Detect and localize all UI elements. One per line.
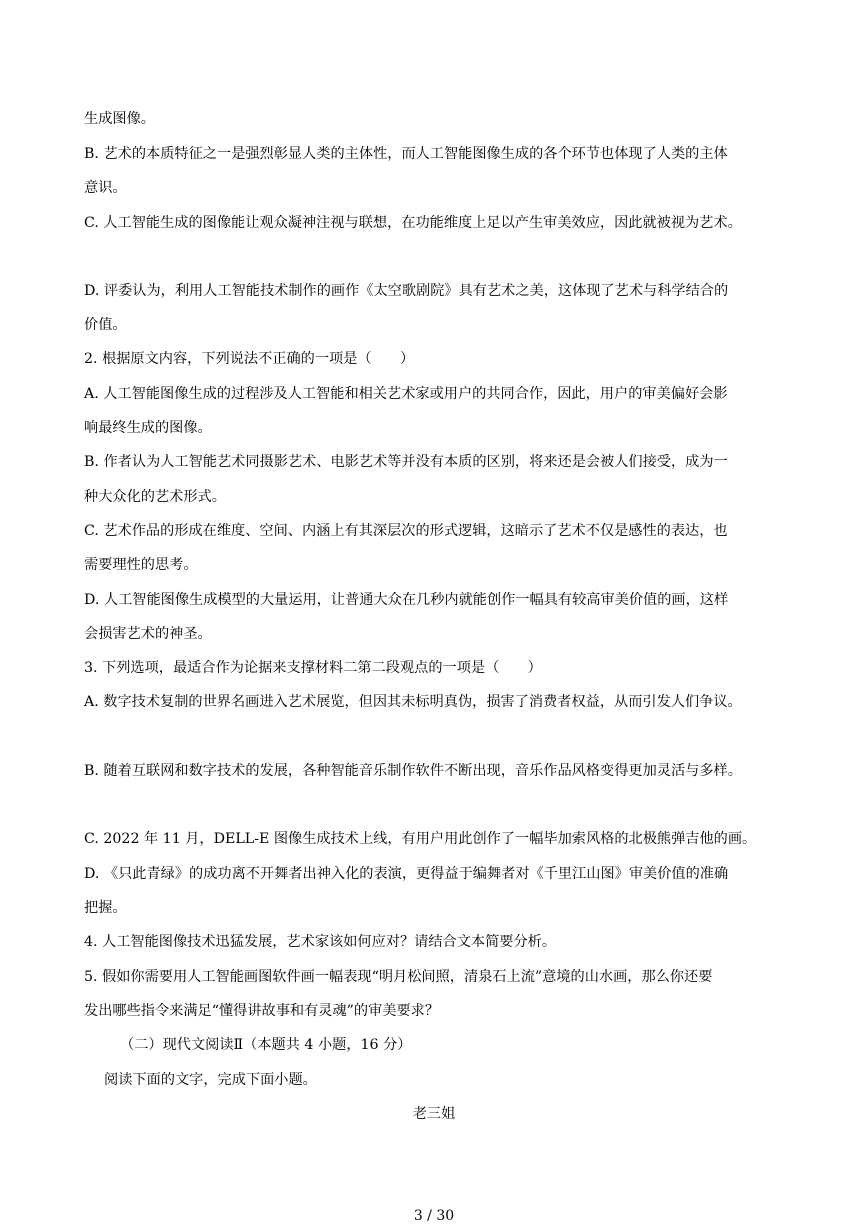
text-line: 种大众化的艺术形式。	[84, 489, 226, 505]
reading-instruction: 阅读下面的文字，完成下面小题。	[104, 1072, 317, 1088]
question-5: 5. 假如你需要用人工智能画图软件画一幅表现“明月松间照，清泉石上流”意境的山水画，那么你还要	[84, 969, 713, 985]
text-line: 响最终生成的图像。	[84, 420, 212, 436]
text-line: 会损害艺术的神圣。	[84, 626, 212, 642]
section-heading: （二）现代文阅读Ⅱ（本题共 4 小题，16 分）	[120, 1037, 412, 1053]
option-b-line: B. 艺术的本质特征之一是强烈彰显人类的主体性，而人工智能图像生成的各个环节也体现了人类的主体	[84, 146, 728, 162]
option-c-line: C. 2022 年 11 月，DELL-E 图像生成技术上线，有用户用此创作了一幅毕加索风格的北极熊弹吉他的画。	[84, 831, 757, 847]
text-line: 价值。	[84, 317, 127, 333]
option-d-line: D. 《只此青绿》的成功离不开舞者出神入化的表演，更得益于编舞者对《千里江山图》审美价值的准确	[84, 866, 729, 882]
page-number: 3 / 30	[413, 1208, 455, 1224]
text-line: 发出哪些指令来满足“懂得讲故事和有灵魂”的审美要求？	[84, 1003, 440, 1019]
option-a-line: A. 数字技术复制的世界名画进入艺术展览，但因其未标明真伪，损害了消费者权益，从而引发人们争议。	[84, 694, 742, 710]
question-3: 3. 下列选项，最适合作为论据来支撑材料二第二段观点的一项是（ ）	[84, 660, 542, 676]
option-b-line: B. 随着互联网和数字技术的发展，各种智能音乐制作软件不断出现，音乐作品风格变得更加灵活与多样。	[84, 763, 742, 779]
question-2: 2. 根据原文内容，下列说法不正确的一项是（ ）	[84, 351, 415, 367]
question-4: 4. 人工智能图像技术迅猛发展，艺术家该如何应对？请结合文本简要分析。	[84, 934, 557, 950]
text-line: 把握。	[84, 900, 127, 916]
option-a-line: A. 人工智能图像生成的过程涉及人工智能和相关艺术家或用户的共同合作，因此，用户的审美偏好会影	[84, 386, 728, 402]
option-d-line: D. 评委认为，利用人工智能技术制作的画作《太空歌剧院》具有艺术之美，这体现了艺术与科学结合的	[84, 283, 729, 299]
text-line: 意识。	[84, 180, 127, 196]
text-line: 需要理性的思考。	[84, 557, 198, 573]
text-line: 生成图像。	[84, 111, 155, 127]
option-b-line: B. 作者认为人工智能艺术同摄影艺术、电影艺术等并没有本质的区别，将来还是会被人们接受，成为一	[84, 454, 728, 470]
option-c-line: C. 艺术作品的形成在维度、空间、内涵上有其深层次的形式逻辑，这暗示了艺术不仅是感性的表达，也	[84, 523, 728, 539]
option-d-line: D. 人工智能图像生成模型的大量运用，让普通大众在几秒内就能创作一幅具有较高审美价值的画，这样	[84, 592, 729, 608]
option-c-line: C. 人工智能生成的图像能让观众凝神注视与联想，在功能维度上足以产生审美效应，因此就被视为艺术。	[84, 215, 742, 231]
story-title: 老三姐	[412, 1106, 456, 1122]
